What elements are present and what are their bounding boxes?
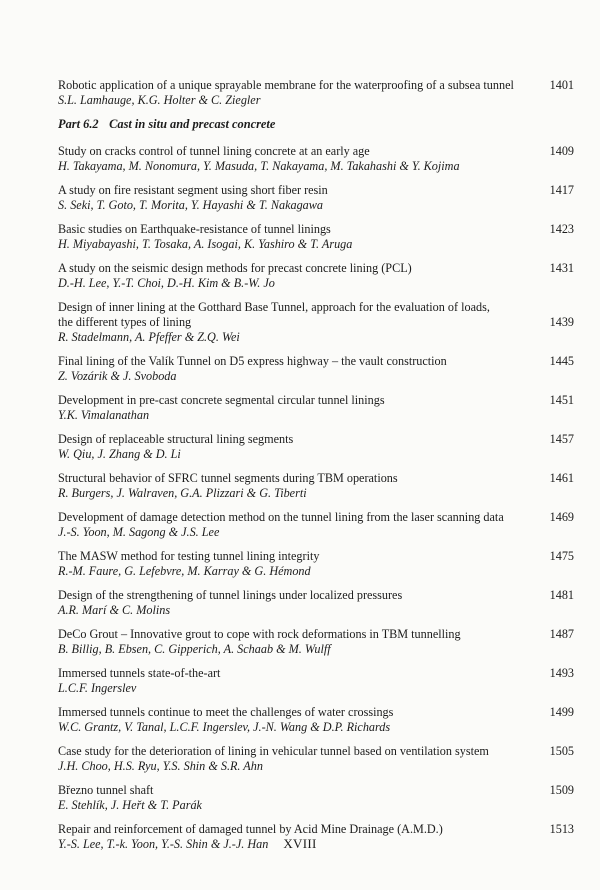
toc-entry (58, 183, 574, 213)
entry-title-row (58, 261, 574, 276)
entry-title-row (58, 549, 574, 564)
entry-title-row (58, 588, 574, 603)
toc-entry (58, 393, 574, 423)
entry-page-number: 1487 (549, 627, 574, 641)
entry-title-row (58, 510, 574, 525)
entry-title-row (58, 393, 574, 408)
toc-entry (58, 261, 574, 291)
entry-authors: W.C. Grantz, V. Tanal, L.C.F. Ingerslev, J.-N. Wang & D.P. Richards (58, 720, 391, 734)
entry-title: the different types of lining (58, 315, 192, 329)
entry-authors: B. Billig, B. Ebsen, C. Gipperich, A. Schaab & M. Wulff (58, 642, 331, 656)
entry-page-number: 1423 (549, 222, 574, 236)
toc-entry (58, 471, 574, 501)
entry-title: Development in pre-cast concrete segmental circular tunnel linings (58, 393, 385, 407)
entry-title-row (58, 183, 574, 198)
entry-page-number: 1451 (549, 393, 574, 407)
entry-title: Basic studies on Earthquake-resistance of tunnel linings (58, 222, 331, 236)
entry-title: Březno tunnel shaft (58, 783, 154, 797)
entry-title-line: Design of inner lining at the Gotthard Base Tunnel, approach for the evaluation of loads, (58, 300, 490, 314)
entry-title: Immersed tunnels state-of-the-art (58, 666, 221, 680)
toc-entry (58, 432, 574, 462)
table-of-contents (58, 78, 574, 861)
entry-title-row (58, 315, 574, 330)
entry-title-row (58, 471, 574, 486)
entry-title-row (58, 222, 574, 237)
toc-entry (58, 666, 574, 696)
toc-entry (58, 783, 574, 813)
entry-page-number: 1445 (549, 354, 574, 368)
toc-entry (58, 354, 574, 384)
entry-authors: R. Burgers, J. Walraven, G.A. Plizzari & G. Tiberti (58, 486, 307, 500)
entry-authors: L.C.F. Ingerslev (58, 681, 137, 695)
entry-page-number: 1439 (549, 315, 574, 329)
entry-title: Design of replaceable structural lining segments (58, 432, 294, 446)
entry-title: Repair and reinforcement of damaged tunnel by Acid Mine Drainage (A.M.D.) (58, 822, 443, 836)
entry-title-row (58, 354, 574, 369)
entry-page-number: 1457 (549, 432, 574, 446)
entry-authors: W. Qiu, J. Zhang & D. Li (58, 447, 181, 461)
entry-title-row (58, 822, 574, 837)
toc-entries (58, 144, 574, 852)
toc-entry (58, 510, 574, 540)
entry-authors: S.L. Lamhauge, K.G. Holter & C. Ziegler (58, 93, 261, 107)
entry-title: The MASW method for testing tunnel lining integrity (58, 549, 320, 563)
entry-title: A study on the seismic design methods for precast concrete lining (PCL) (58, 261, 412, 275)
entry-page-number: 1401 (549, 78, 574, 92)
section-title: Cast in situ and precast concrete (109, 117, 276, 131)
entry-page-number: 1481 (549, 588, 574, 602)
entry-title: Structural behavior of SFRC tunnel segments during TBM operations (58, 471, 398, 485)
entry-title-row (58, 78, 574, 93)
toc-entry (58, 744, 574, 774)
entry-title-row (58, 666, 574, 681)
entry-title: DeCo Grout – Innovative grout to cope with rock deformations in TBM tunnelling (58, 627, 461, 641)
section-heading (58, 117, 574, 132)
entry-authors: J.-S. Yoon, M. Sagong & J.S. Lee (58, 525, 220, 539)
entry-page-number: 1499 (549, 705, 574, 719)
entry-authors: H. Miyabayashi, T. Tosaka, A. Isogai, K. Yashiro & T. Aruga (58, 237, 353, 251)
toc-entry (58, 549, 574, 579)
entry-page-number: 1513 (549, 822, 574, 836)
entry-page-number: 1417 (549, 183, 574, 197)
section-number: Part 6.2 (58, 117, 99, 131)
toc-entry (58, 705, 574, 735)
entry-authors: E. Stehlík, J. Heřt & T. Parák (58, 798, 202, 812)
entry-title: Development of damage detection method on the tunnel lining from the laser scanning data (58, 510, 504, 524)
entry-authors: R. Stadelmann, A. Pfeffer & Z.Q. Wei (58, 330, 240, 344)
entry-authors: Y.-S. Lee, T.-k. Yoon, Y.-S. Shin & J.-J. Han (58, 837, 269, 851)
entry-title-row (58, 432, 574, 447)
toc-entry (58, 300, 574, 345)
entry-page-number: 1431 (549, 261, 574, 275)
entry-page-number: 1475 (549, 549, 574, 563)
entry-title: Robotic application of a unique sprayable membrane for the waterproofing of a subsea tunnel (58, 78, 514, 92)
entry-title: A study on fire resistant segment using short fiber resin (58, 183, 328, 197)
entry-title: Final lining of the Valík Tunnel on D5 express highway – the vault construction (58, 354, 447, 368)
entry-page-number: 1493 (549, 666, 574, 680)
toc-entry (58, 627, 574, 657)
entry-title: Immersed tunnels continue to meet the challenges of water crossings (58, 705, 394, 719)
entry-page-number: 1461 (549, 471, 574, 485)
page-footer-number: XVIII (283, 836, 317, 851)
entry-title: Case study for the deterioration of lining in vehicular tunnel based on ventilation system (58, 744, 489, 758)
toc-entry (58, 588, 574, 618)
entry-page-number: 1505 (549, 744, 574, 758)
entry-title-row (58, 744, 574, 759)
toc-entry (58, 144, 574, 174)
entry-title-row (58, 627, 574, 642)
entry-title: Study on cracks control of tunnel lining concrete at an early age (58, 144, 370, 158)
toc-entry (58, 78, 574, 108)
entry-authors: A.R. Marí & C. Molins (58, 603, 171, 617)
entry-title-row (58, 705, 574, 720)
entry-authors: R.-M. Faure, G. Lefebvre, M. Karray & G. Hémond (58, 564, 311, 578)
entry-authors: D.-H. Lee, Y.-T. Choi, D.-H. Kim & B.-W. Jo (58, 276, 275, 290)
entry-page-number: 1409 (549, 144, 574, 158)
entry-page-number: 1469 (549, 510, 574, 524)
entry-title: Design of the strengthening of tunnel linings under localized pressures (58, 588, 403, 602)
entry-title-row (58, 144, 574, 159)
entry-authors: Y.K. Vimalanathan (58, 408, 150, 422)
entry-authors: H. Takayama, M. Nonomura, Y. Masuda, T. Nakayama, M. Takahashi & Y. Kojima (58, 159, 460, 173)
entry-authors: J.H. Choo, H.S. Ryu, Y.S. Shin & S.R. Ahn (58, 759, 263, 773)
entry-authors: Z. Vozárik & J. Svoboda (58, 369, 177, 383)
entry-title-row (58, 783, 574, 798)
toc-entry (58, 222, 574, 252)
entry-authors: S. Seki, T. Goto, T. Morita, Y. Hayashi & T. Nakagawa (58, 198, 323, 212)
entry-page-number: 1509 (549, 783, 574, 797)
